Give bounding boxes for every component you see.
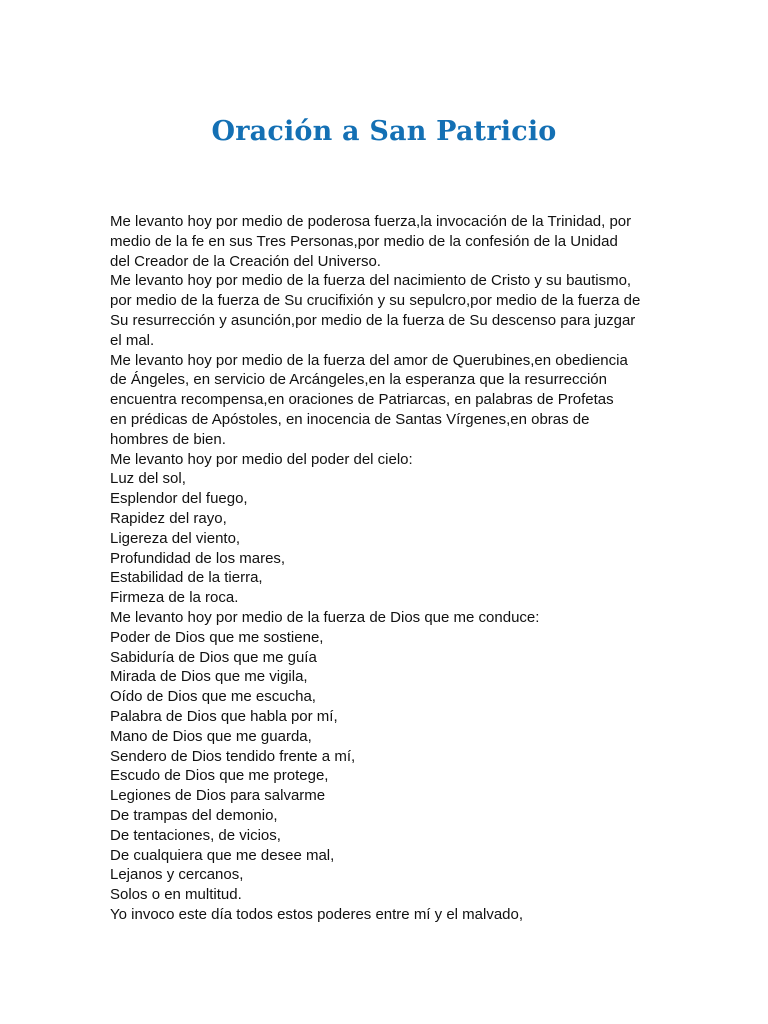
text-line: Me levanto hoy por medio de la fuerza del amor de Querubines,en obediencia — [110, 351, 628, 369]
text-line: Mirada de Dios que me vigila, — [110, 668, 308, 686]
text-line: Estabilidad de la tierra, — [110, 569, 263, 587]
text-line: Rapidez del rayo, — [110, 509, 227, 527]
text-line: Oído de Dios que me escucha, — [110, 688, 316, 706]
text-line: Poder de Dios que me sostiene, — [110, 628, 324, 646]
text-line: Me levanto hoy por medio de poderosa fuerza,la invocación de la Trinidad, por — [110, 213, 632, 230]
text-line: Profundidad de los mares, — [110, 549, 286, 567]
text-line: Me levanto hoy por medio de la fuerza de Dios que me conduce: — [110, 608, 540, 626]
text-line: Sabiduría de Dios que me guía — [110, 648, 317, 666]
text-line: Escudo de Dios que me protege, — [110, 767, 329, 785]
text-line: Luz del sol, — [110, 470, 186, 488]
text-line: Sendero de Dios tendido frente a mí, — [110, 747, 356, 765]
text-line: el mal. — [110, 331, 155, 349]
text-line: hombres de bien. — [110, 430, 226, 448]
text-line: del Creador de la Creación del Universo. — [110, 252, 381, 270]
text-line: Me levanto hoy por medio de la fuerza del nacimiento de Cristo y su bautismo, — [110, 272, 632, 290]
prayer-text — [110, 212, 670, 925]
text-line: medio de la fe en sus Tres Personas,por medio de la confesión de la Unidad — [110, 232, 618, 250]
text-line: De trampas del demonio, — [110, 806, 278, 824]
text-line: Ligereza del viento, — [110, 529, 241, 547]
text-line: de Ángeles, en servicio de Arcángeles,en la esperanza que la resurrección — [110, 371, 607, 389]
text-line: Su resurrección y asunción,por medio de la fuerza de Su descenso para juzgar — [110, 311, 636, 329]
text-line: encuentra recompensa,en oraciones de Patriarcas, en palabras de Profetas — [110, 391, 614, 409]
text-line: Esplendor del fuego, — [110, 490, 248, 508]
text-line: Legiones de Dios para salvarme — [110, 787, 326, 805]
text-line: Me levanto hoy por medio del poder del cielo: — [110, 450, 413, 468]
text-line: De cualquiera que me desee mal, — [110, 846, 335, 864]
text-line: De tentaciones, de vicios, — [110, 826, 281, 844]
text-line: Lejanos y cercanos, — [110, 866, 244, 884]
text-line: Solos o en multitud. — [110, 886, 242, 904]
text-line: Yo invoco este día todos estos poderes entre mí y el malvado, — [110, 905, 524, 923]
text-line: Palabra de Dios que habla por mí, — [110, 707, 338, 725]
document-title: Oración a San Patricio — [211, 116, 557, 147]
text-line: por medio de la fuerza de Su crucifixión y su sepulcro,por medio de la fuerza de — [110, 292, 641, 310]
text-line: en prédicas de Apóstoles, en inocencia de Santas Vírgenes,en obras de — [110, 410, 590, 428]
text-line: Firmeza de la roca. — [110, 589, 239, 607]
text-line: Mano de Dios que me guarda, — [110, 727, 312, 745]
